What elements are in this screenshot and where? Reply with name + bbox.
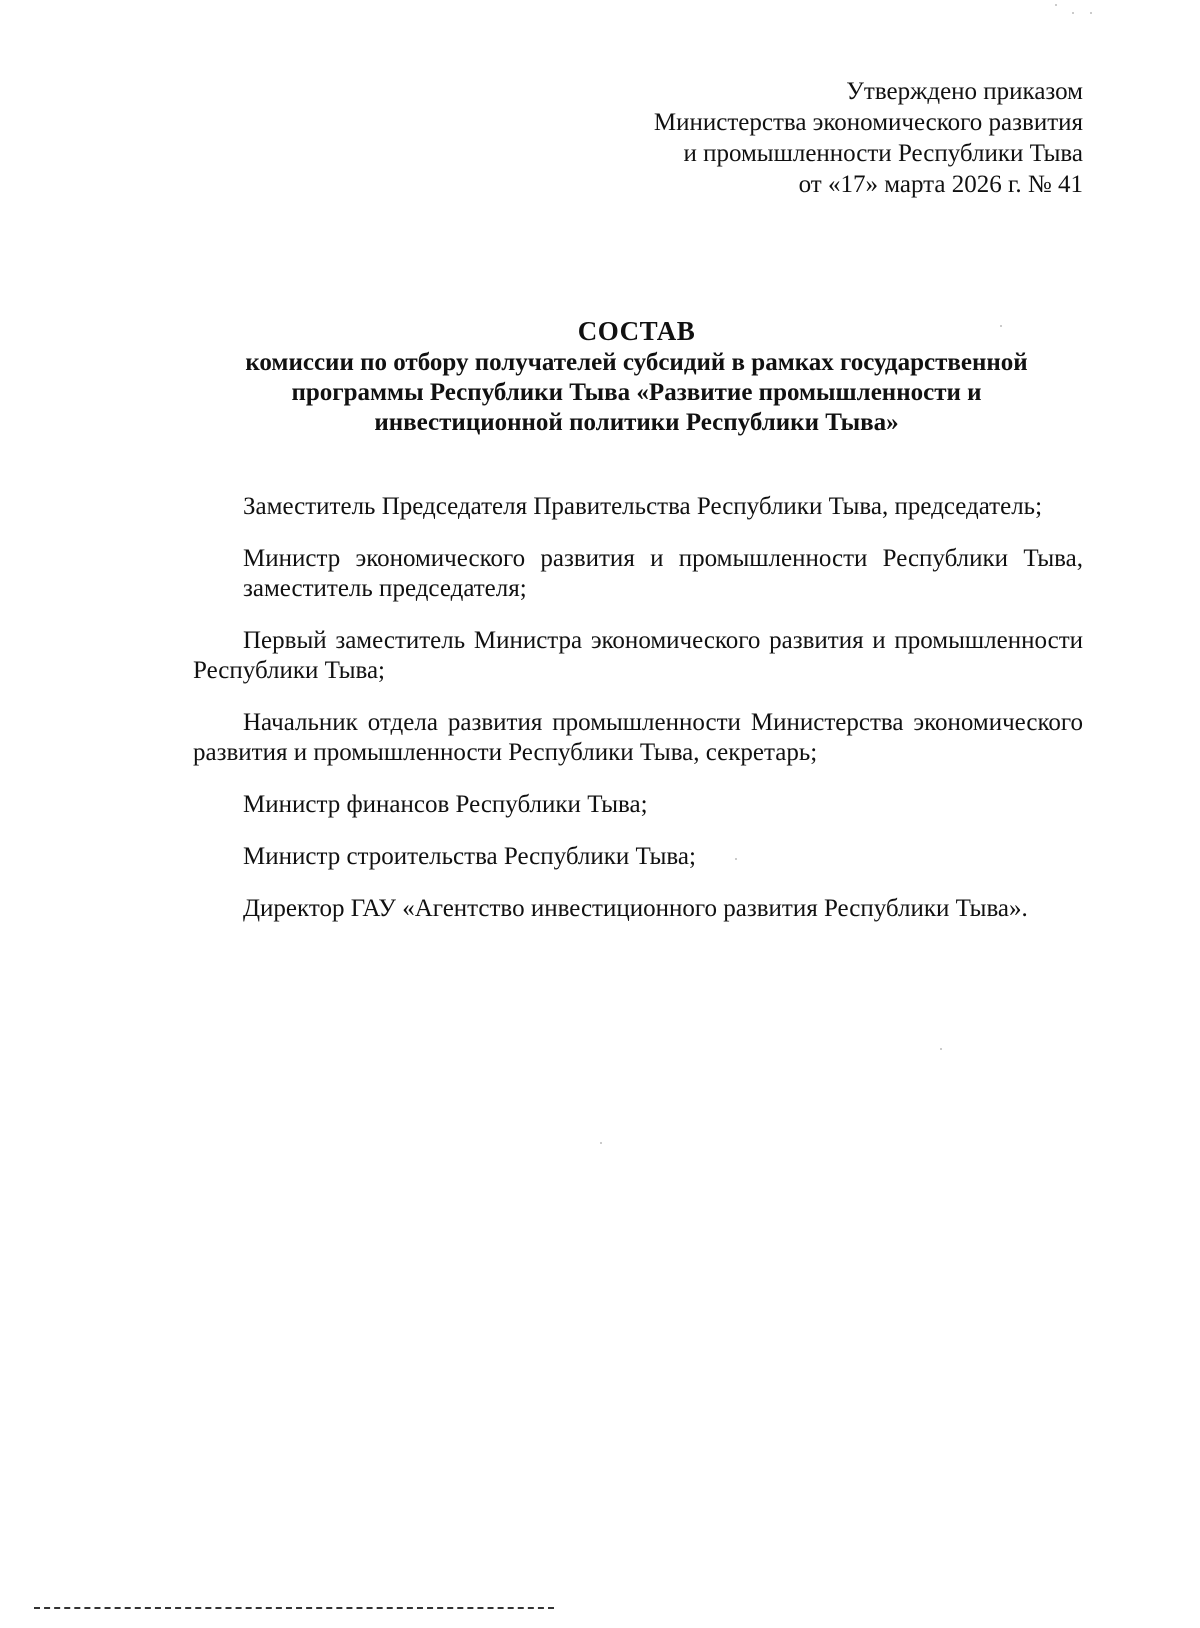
approval-line-3: и промышленности Республики Тыва [683, 140, 1083, 167]
title-main: СОСТАВ [577, 316, 696, 346]
member-item: Директор ГАУ «Агентство инвестиционного развития Республики Тыва». [243, 895, 1028, 922]
document-title [190, 314, 1083, 438]
approval-line-1: Утверждено приказом [846, 78, 1083, 105]
member-item: Начальник отдела развития промышленности Министерства экономического развития и промышленности Республики Тыва, секретарь; [193, 709, 1083, 766]
title-line-1: комиссии по отбору получателей субсидий в рамках государственной [245, 349, 1028, 376]
approval-line-2: Министерства экономического развития [653, 109, 1083, 136]
title-line-3: инвестиционной политики Республики Тыва» [374, 409, 899, 436]
title-line-2: программы Республики Тыва «Развитие промышленности и [291, 379, 982, 406]
approval-line-4: от «17» марта 2026 г. № 41 [798, 171, 1083, 198]
approval-stamp [523, 76, 1083, 200]
member-item: Заместитель Председателя Правительства Республики Тыва, председатель; [243, 493, 1043, 520]
member-item: Министр строительства Республики Тыва; [243, 843, 696, 870]
member-item: Министр экономического развития и промышленности Республики Тыва, заместитель председателя; [243, 545, 1083, 602]
member-list [193, 492, 1083, 946]
member-item: Министр финансов Республики Тыва; [243, 791, 648, 818]
member-item: Первый заместитель Министра экономического развития и промышленности Республики Тыва; [193, 627, 1083, 684]
footer-divider [34, 1607, 554, 1609]
